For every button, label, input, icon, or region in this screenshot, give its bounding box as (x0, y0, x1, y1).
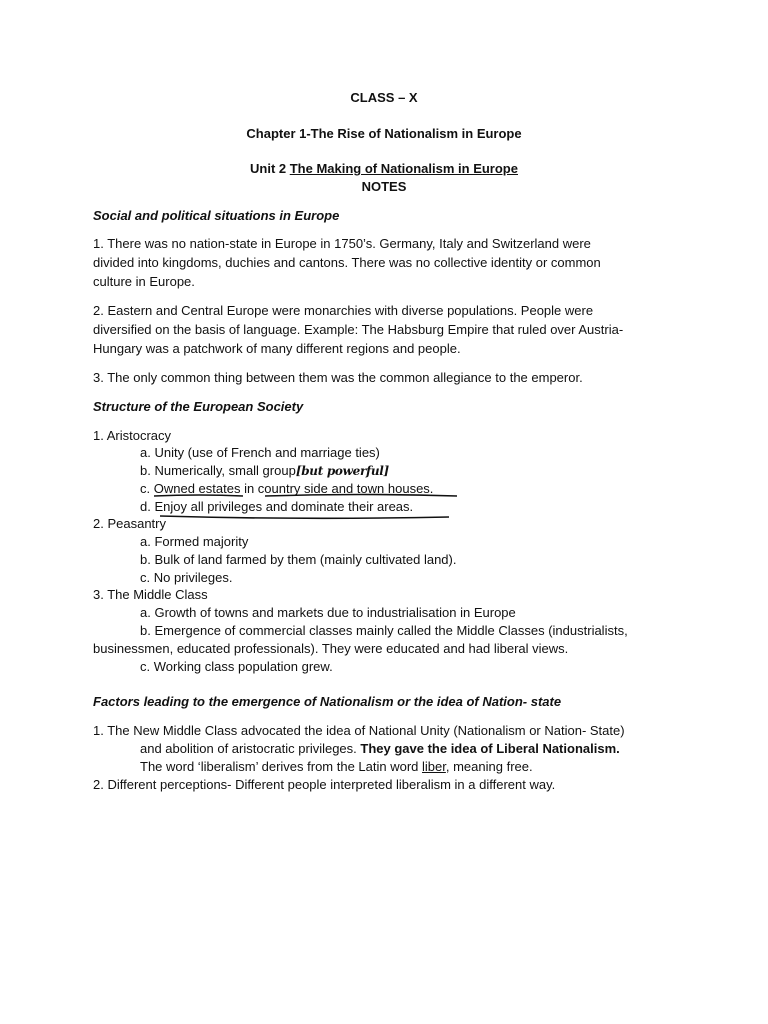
peasantry-b: b. Bulk of land farmed by them (mainly cultivated land). (140, 552, 457, 567)
factor1-line3 (140, 757, 533, 776)
factor1-line2-bold: They gave the idea of Liberal Nationalism. (360, 741, 620, 756)
factor1-line1: 1. The New Middle Class advocated the idea of National Unity (Nationalism or Nation- State) (93, 723, 625, 738)
middle-b-line2: businessmen, educated professionals). They were educated and had liberal views. (93, 641, 569, 656)
para1-line1: 1. There was no nation-state in Europe in 1750’s. Germany, Italy and Switzerland were (93, 236, 591, 251)
handwritten-note: [but powerful] (295, 464, 389, 478)
factor1-line3-post: , meaning free. (445, 759, 533, 774)
item-aristocracy: 1. Aristocracy (93, 428, 172, 443)
para3: 3. The only common thing between them was the common allegiance to the emperor. (93, 370, 583, 385)
section-heading-social: Social and political situations in Europe (93, 208, 340, 223)
section-heading-structure: Structure of the European Society (93, 399, 304, 414)
factor1-line3-pre: The word ‘liberalism’ derives from the Latin word (140, 759, 423, 774)
aristocracy-c-estates: Owned estates (153, 481, 241, 496)
factor1-line3-liber: liber (422, 759, 446, 774)
item-middle-class: 3. The Middle Class (93, 587, 208, 602)
para2-line2: diversified on the basis of language. Example: The Habsburg Empire that ruled over Austria- (93, 322, 624, 337)
aristocracy-c (140, 479, 433, 498)
class-title: CLASS – X (350, 90, 418, 105)
unit-prefix: Unit 2 (250, 161, 290, 176)
middle-a: a. Growth of towns and markets due to industrialisation in Europe (140, 605, 516, 620)
para2-line3: Hungary was a patchwork of many different regions and people. (93, 341, 461, 356)
aristocracy-b-text: b. Numerically, small group (140, 463, 296, 478)
aristocracy-c-end: . (429, 481, 434, 496)
middle-b-line1: b. Emergence of commercial classes mainly called the Middle Classes (industrialists, (140, 623, 628, 638)
section-heading-factors: Factors leading to the emergence of Nationalism or the idea of Nation- state (93, 694, 562, 709)
factor2: 2. Different perceptions- Different people interpreted liberalism in a different way. (93, 777, 556, 792)
middle-c: c. Working class population grew. (140, 659, 333, 674)
peasantry-c: c. No privileges. (140, 570, 233, 585)
notes-label: NOTES (361, 179, 407, 194)
aristocracy-c-houses: country side and town houses (257, 481, 430, 496)
unit-name: The Making of Nationalism in Europe (289, 161, 518, 176)
underline-enjoy-privileges (160, 516, 449, 518)
para2-line1: 2. Eastern and Central Europe were monarchies with diverse populations. People were (93, 303, 594, 318)
aristocracy-b (140, 461, 389, 481)
chapter-title: Chapter 1-The Rise of Nationalism in Europe (246, 126, 522, 141)
aristocracy-d: d. Enjoy all privileges and dominate their areas. (140, 499, 414, 514)
item-peasantry: 2. Peasantry (93, 516, 166, 531)
para1-line3: culture in Europe. (93, 274, 195, 289)
aristocracy-c-mid: in (240, 481, 258, 496)
aristocracy-a: a. Unity (use of French and marriage ties) (140, 445, 380, 460)
unit-title (0, 159, 768, 178)
aristocracy-c-prefix: c. (140, 481, 154, 496)
factor1-line2 (140, 739, 620, 758)
para1-line2: divided into kingdoms, duchies and cantons. There was no collective identity or common (93, 255, 601, 270)
peasantry-a: a. Formed majority (140, 534, 249, 549)
factor1-line2-plain: and abolition of aristocratic privileges. (140, 741, 361, 756)
